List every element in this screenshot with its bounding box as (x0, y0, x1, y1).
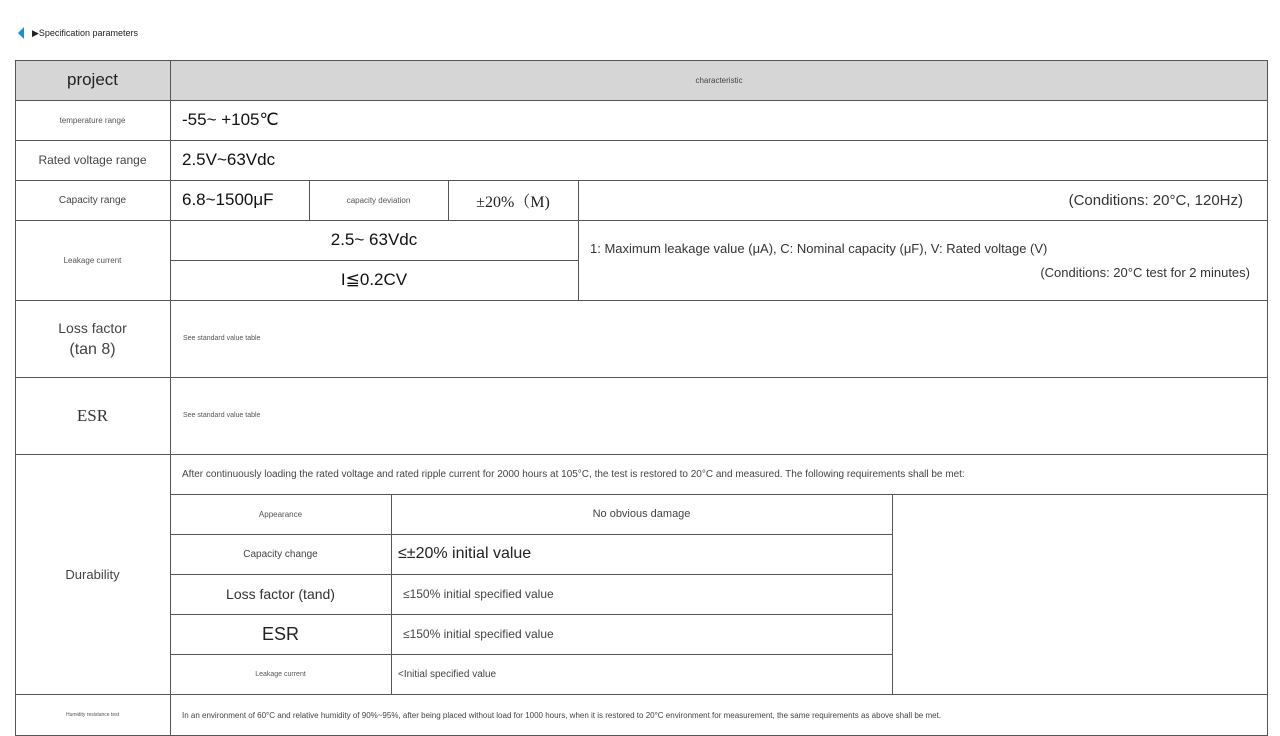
durability-item-esr: ESR (170, 614, 391, 654)
capacity-label: Capacity range (15, 180, 170, 220)
durability-item-loss-factor: Loss factor (tand) (170, 574, 391, 614)
rated-voltage-value: 2.5V~63Vdc (170, 140, 1268, 180)
loss-factor-value: See standard value table (170, 300, 1268, 377)
humidity-label: Humidity resistance test (15, 694, 170, 736)
loss-factor-label (15, 300, 170, 377)
durability-req-loss-factor: ≤150% initial specified value (391, 574, 892, 614)
breadcrumb[interactable] (18, 26, 138, 40)
leakage-note-cell (578, 220, 1268, 300)
durability-blank-cell (892, 494, 1268, 694)
leakage-label: Leakage current (15, 220, 170, 300)
capacity-deviation-value: ±20%（M) (448, 180, 578, 220)
loss-factor-label-line1: Loss factor (58, 319, 127, 336)
header-project: project (15, 60, 170, 100)
esr-label: ESR (15, 377, 170, 454)
durability-label: Durability (15, 454, 170, 694)
durability-item-capacity: Capacity change (170, 534, 391, 574)
durability-req-appearance: No obvious damage (391, 494, 892, 534)
capacity-value: 6.8~1500μF (170, 180, 309, 220)
humidity-description: In an environment of 60°C and relative humidity of 90%~95%, after being placed without load for 1000 hours, when it is restored to 20°C environment for measurement, the same requirements as above shall be met. (170, 694, 1268, 736)
durability-req-capacity: ≤±20% initial value (391, 534, 892, 574)
capacity-conditions: (Conditions: 20°C, 120Hz) (578, 180, 1268, 220)
durability-req-esr: ≤150% initial specified value (391, 614, 892, 654)
durability-item-appearance: Appearance (170, 494, 391, 534)
temperature-value: -55~ +105℃ (170, 100, 1268, 140)
durability-req-leakage: <Initial specified value (391, 654, 892, 694)
durability-description: After continuously loading the rated voltage and rated ripple current for 2000 hours at 105°C, the test is restored to 20°C and measured. The following requirements shall be met: (170, 454, 1268, 494)
back-arrow-icon[interactable] (18, 27, 24, 39)
rated-voltage-label: Rated voltage range (15, 140, 170, 180)
durability-item-leakage: Leakage current (170, 654, 391, 694)
esr-value: See standard value table (170, 377, 1268, 454)
leakage-conditions: (Conditions: 20°C test for 2 minutes) (1040, 265, 1250, 280)
loss-factor-label-line2: (tan 8) (69, 340, 116, 358)
header-characteristic: characteristic (170, 60, 1268, 100)
leakage-voltage: 2.5~ 63Vdc (170, 220, 578, 260)
leakage-note: 1: Maximum leakage value (μA), C: Nominal capacity (μF), V: Rated voltage (V) (590, 241, 1048, 256)
leakage-formula: I≦0.2CV (170, 260, 578, 300)
temperature-label: temperature range (15, 100, 170, 140)
capacity-deviation-label: capacity deviation (309, 180, 448, 220)
breadcrumb-label: ▶Specification parameters (32, 27, 138, 38)
